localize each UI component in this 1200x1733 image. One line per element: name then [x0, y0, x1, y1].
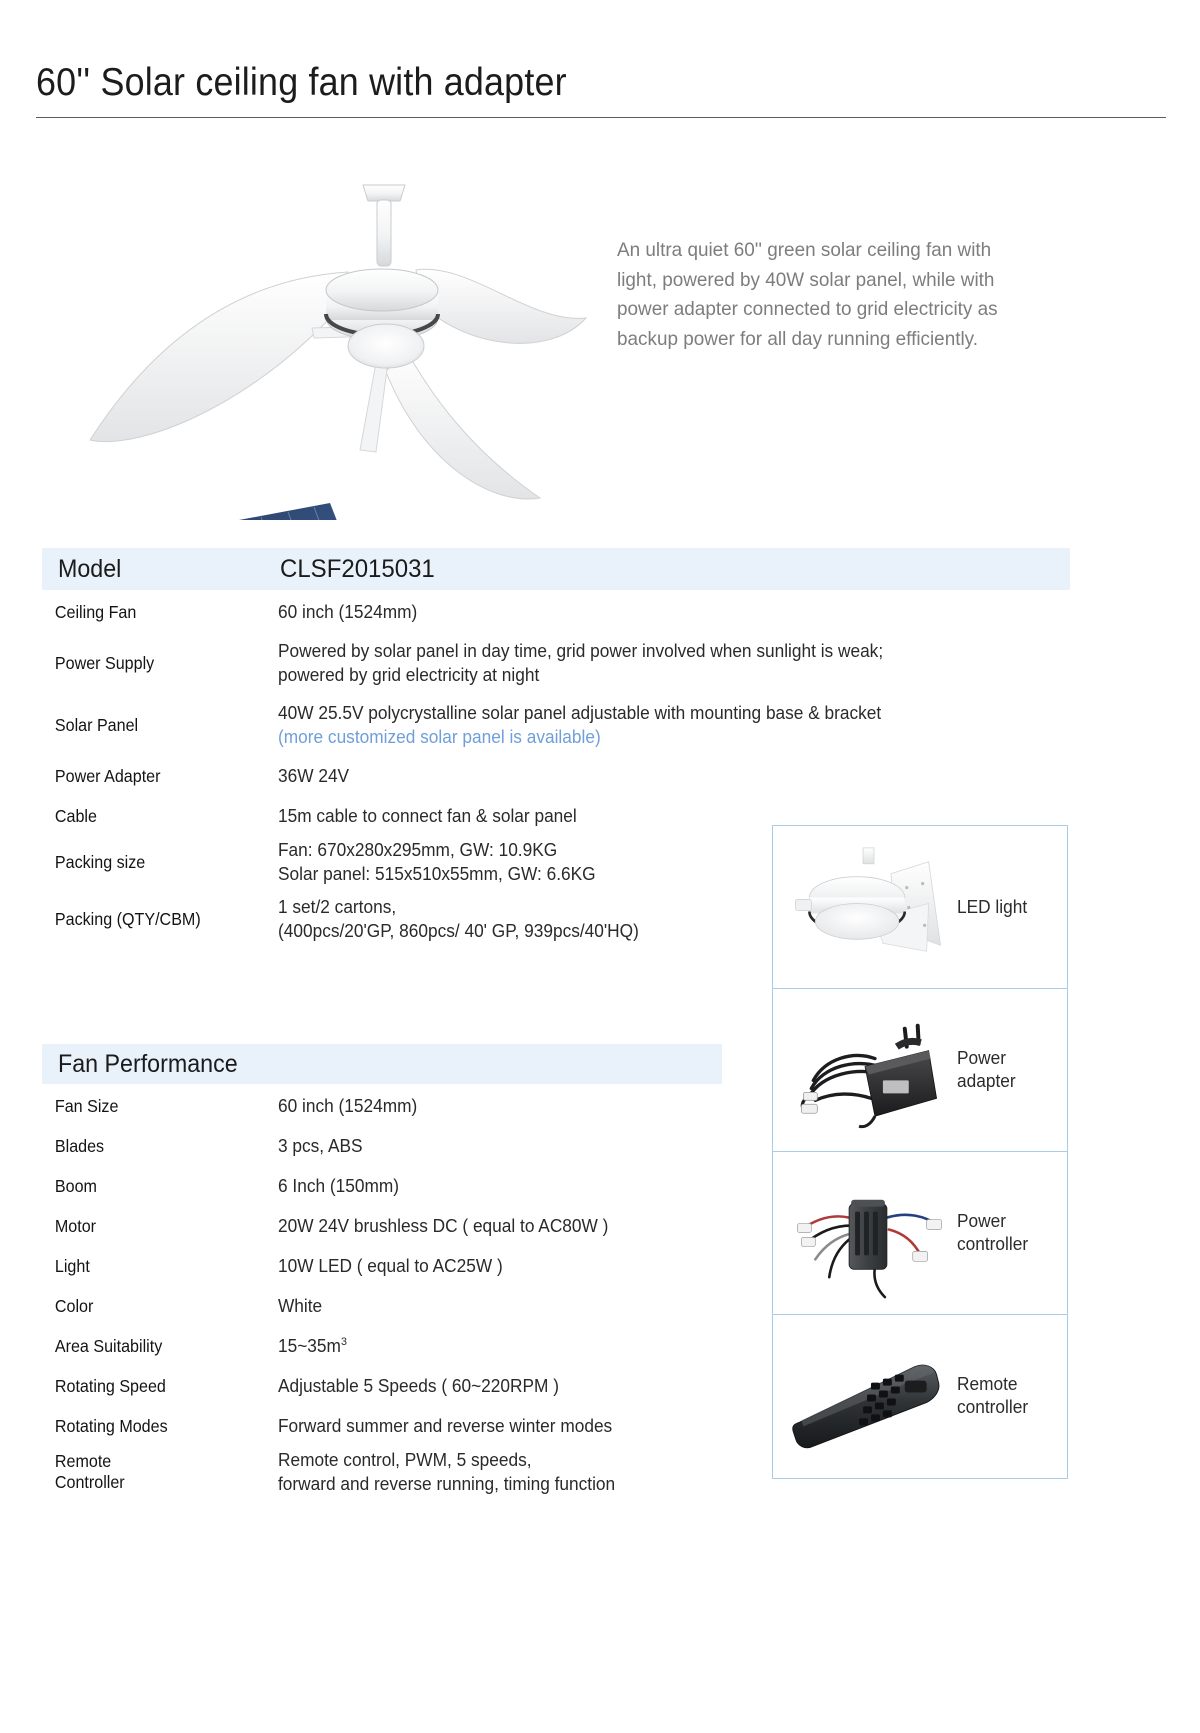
spec-row-label: Motor: [54, 1215, 97, 1236]
spec-row: [42, 1366, 732, 1406]
spec-row-value: Remote control, PWM, 5 speeds, forward and reverse running, timing function: [278, 1450, 616, 1494]
spec-row-label: Power Adapter: [54, 765, 161, 786]
performance-spec-table: [42, 1086, 732, 1498]
parts-gallery-caption: Power controller: [957, 1211, 1029, 1254]
spec-row-label: Packing (QTY/CBM): [54, 908, 201, 929]
spec-row-value: 6 Inch (150mm): [278, 1176, 400, 1196]
spec-row-label: Area Suitability: [54, 1335, 163, 1356]
page-title-block: [36, 62, 1164, 105]
spec-row-value: 1 set/2 cartons, (400pcs/20'GP, 860pcs/ 40' GP, 939pcs/40'HQ): [278, 897, 639, 941]
spec-row: [42, 632, 1072, 694]
power-controller-photo: [779, 1152, 957, 1314]
spec-row-value: 60 inch (1524mm): [278, 602, 418, 622]
spec-row-label: Power Supply: [54, 652, 155, 673]
spec-row: [42, 1086, 732, 1126]
spec-row-value: 60 inch (1524mm): [278, 1096, 418, 1116]
performance-section-header: [42, 1044, 722, 1084]
spec-row-label: Rotating Modes: [54, 1415, 168, 1436]
spec-row-value: 3 pcs, ABS: [278, 1136, 363, 1156]
model-section-header: [42, 548, 1070, 590]
spec-row: [42, 1166, 732, 1206]
parts-gallery-caption: Remote controller: [957, 1374, 1029, 1417]
parts-gallery-panel: [772, 825, 1068, 1479]
spec-row-value: Fan: 670x280x295mm, GW: 10.9KG Solar panel: 515x510x55mm, GW: 6.6KG: [278, 840, 596, 884]
parts-gallery-caption: LED light: [957, 896, 1028, 917]
spec-row: [42, 1246, 732, 1286]
led-light-photo: [779, 826, 957, 988]
spec-row-label: Ceiling Fan: [54, 601, 137, 622]
spec-row-value: Adjustable 5 Speeds ( 60~220RPM ): [278, 1376, 559, 1396]
spec-row-value: 20W 24V brushless DC ( equal to AC80W ): [278, 1216, 609, 1236]
spec-row: [42, 1406, 732, 1446]
parts-gallery-item: [773, 826, 1067, 989]
model-label: Model: [58, 554, 122, 583]
spec-row-value: White: [278, 1296, 323, 1316]
spec-row: [42, 1286, 732, 1326]
product-description: An ultra quiet 60'' green solar ceiling fan with light, powered by 40W solar panel, while with power adapter connected to grid electricity as backup power for all day running efficiently.: [617, 239, 998, 350]
parts-gallery-item: [773, 1152, 1067, 1315]
spec-row-value: 10W LED ( equal to AC25W ): [278, 1256, 503, 1276]
spec-row: [42, 1326, 732, 1366]
parts-gallery-item: [773, 1315, 1067, 1477]
spec-row-label: Fan Size: [54, 1095, 119, 1116]
performance-label: Fan Performance: [58, 1049, 238, 1078]
spec-row-label: Cable: [54, 805, 97, 826]
spec-row-value: 15m cable to connect fan & solar panel: [278, 806, 577, 826]
parts-gallery-item: [773, 989, 1067, 1152]
spec-row-label: Color: [54, 1295, 94, 1316]
spec-row: [42, 1446, 732, 1498]
spec-row-value: $15\sim 35m^3$: [278, 1336, 347, 1356]
spec-row-value: Forward summer and reverse winter modes: [278, 1416, 613, 1436]
spec-row: [42, 756, 1072, 796]
spec-row-label: Rotating Speed: [54, 1375, 166, 1396]
spec-row-label: Remote Controller: [54, 1451, 125, 1492]
hero-product-image: [30, 150, 600, 520]
spec-row: [42, 1206, 732, 1246]
power-adapter-photo: [779, 989, 957, 1151]
spec-row-label: Packing size: [54, 851, 146, 872]
spec-row-label: Solar Panel: [54, 714, 139, 735]
model-value: CLSF2015031: [280, 554, 435, 583]
spec-row-label: Light: [54, 1255, 90, 1276]
spec-row: [42, 694, 1072, 756]
spec-row-note: (more customized solar panel is available): [278, 727, 601, 747]
spec-row-label: Boom: [54, 1175, 97, 1196]
spec-row-value: 36W 24V: [278, 766, 350, 786]
spec-row-value: 40W 25.5V polycrystalline solar panel adjustable with mounting base & bracket (more customized solar panel is available): [278, 701, 1040, 749]
spec-row: [42, 1126, 732, 1166]
page-title: 60'' Solar ceiling fan with adapter: [36, 61, 567, 104]
spec-row: [42, 592, 1072, 632]
parts-gallery-caption: Power adapter: [957, 1048, 1016, 1091]
spec-row-value: Powered by solar panel in day time, grid power involved when sunlight is weak; powered by grid electricity at night: [278, 641, 884, 685]
remote-controller-photo: [779, 1315, 957, 1477]
spec-row-label: Blades: [54, 1135, 105, 1156]
title-divider: [36, 117, 1166, 118]
